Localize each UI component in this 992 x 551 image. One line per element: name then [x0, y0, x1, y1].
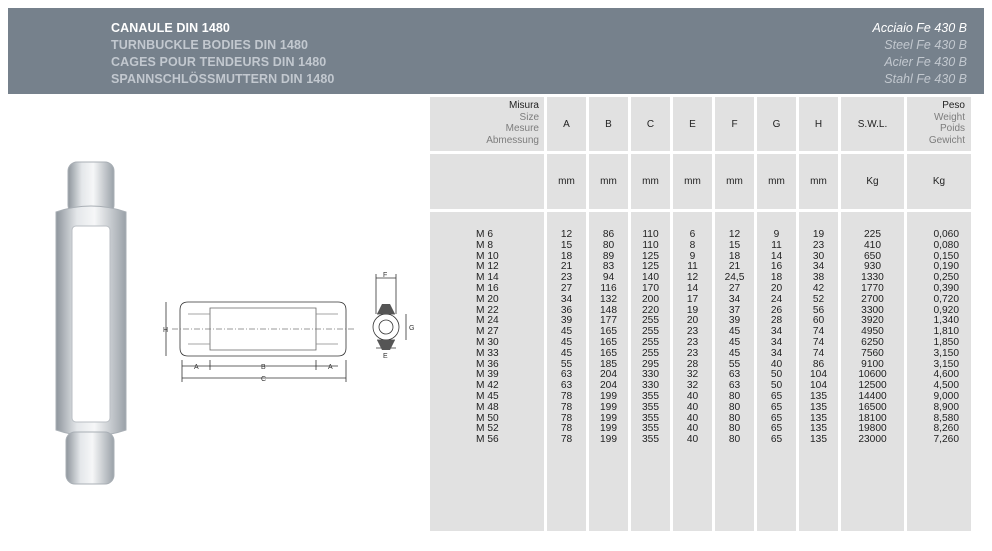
table-cell: 50	[770, 380, 783, 392]
table-cell: 225	[864, 229, 881, 240]
table-cell: 104	[810, 369, 827, 381]
table-cell: 78	[560, 412, 573, 424]
table-cell: M 14	[476, 272, 499, 284]
table-cell: 45	[560, 326, 573, 338]
table-cell: 135	[810, 401, 827, 413]
table-cell: 125	[642, 250, 659, 262]
unit-h: mm	[799, 154, 838, 209]
table-cell: 60	[812, 315, 825, 327]
table-cell: M 22	[476, 304, 499, 316]
table-cell: 3920	[861, 315, 884, 327]
table-cell: 78	[560, 434, 573, 446]
table-cell: 65	[770, 434, 783, 446]
header-c: C	[631, 97, 670, 151]
table-cell: 15	[560, 239, 573, 251]
table-cell: 199	[600, 423, 617, 435]
table-cell: 9	[689, 250, 696, 262]
size-header-sub: Mesure	[505, 123, 539, 134]
table-cell: M 48	[476, 401, 499, 413]
table-cell: 330	[642, 380, 659, 392]
table-cell: 65	[770, 401, 783, 413]
table-cell: 80	[728, 401, 741, 413]
table-cell: 63	[560, 380, 573, 392]
table-cell: 355	[642, 423, 659, 435]
table-cell: 78	[560, 390, 573, 402]
table-cell: 1,850	[933, 336, 959, 348]
table-cell: 0,390	[933, 282, 959, 294]
table-cell: M 33	[476, 347, 499, 359]
table-cell: 14400	[858, 390, 887, 402]
table-cell: M 56	[476, 434, 499, 446]
table-cell: 1,810	[933, 326, 959, 338]
table-cell: 78	[560, 401, 573, 413]
unit-c: mm	[631, 154, 670, 209]
title-german: SPANNSCHLÖSSMUTTERN DIN 1480	[111, 72, 335, 86]
table-cell: 9100	[861, 358, 884, 370]
table-cell: M 12	[476, 261, 499, 273]
column-weight	[907, 212, 971, 531]
table-cell: 86	[812, 358, 825, 370]
table-cell: 170	[642, 282, 659, 294]
table-cell: 0,920	[933, 304, 959, 316]
table-cell: 23	[686, 326, 699, 338]
table-cell: 132	[600, 293, 617, 305]
table-cell: M 27	[476, 326, 499, 338]
weight-header-sub: Poids	[939, 123, 965, 134]
table-cell: 3300	[861, 304, 884, 316]
table-cell: 255	[642, 336, 659, 348]
table-cell: 34	[560, 293, 573, 305]
table-cell: 8,900	[933, 401, 959, 413]
size-header-main: Misura	[508, 100, 539, 111]
table-cell: 19800	[858, 423, 887, 435]
table-cell: 65	[770, 412, 783, 424]
table-cell: 80	[728, 390, 741, 402]
table-cell: 16	[770, 261, 783, 273]
table-cell: 16500	[858, 401, 887, 413]
table-cell: 3,150	[933, 358, 959, 370]
table-cell: 255	[642, 347, 659, 359]
table-cell: 94	[602, 272, 615, 284]
header-b: B	[589, 97, 628, 151]
table-cell: 80	[602, 239, 615, 251]
column-swl	[841, 212, 904, 531]
table-cell: 1770	[861, 282, 884, 294]
table-cell: 19	[686, 304, 699, 316]
table-cell: 55	[728, 358, 741, 370]
table-cell: 3,150	[933, 347, 959, 359]
table-cell: 135	[810, 434, 827, 446]
table-cell: 930	[864, 261, 881, 273]
table-cell: 23000	[858, 434, 887, 446]
table-cell: 12500	[858, 380, 887, 392]
table-cell: 110	[642, 239, 659, 251]
table-cell: 38	[812, 272, 825, 284]
table-cell: 24	[770, 293, 783, 305]
table-cell: 32	[686, 369, 699, 381]
table-cell: 15	[728, 239, 741, 251]
table-cell: 20	[686, 315, 699, 327]
unit-e: mm	[673, 154, 712, 209]
dimension-label-f: F	[383, 272, 388, 279]
table-cell: 9	[773, 229, 780, 240]
table-cell: 63	[560, 369, 573, 381]
spec-table	[430, 97, 977, 531]
table-cell: 45	[560, 336, 573, 348]
column-h	[799, 212, 838, 531]
table-cell: 50	[770, 369, 783, 381]
table-cell: 89	[602, 250, 615, 262]
table-cell: 21	[560, 261, 573, 273]
table-cell: 0,250	[933, 272, 959, 284]
table-cell: M 20	[476, 293, 499, 305]
table-cell: 199	[600, 401, 617, 413]
title-italian: CANAULE DIN 1480	[111, 21, 230, 35]
table-cell: 18	[728, 250, 741, 262]
column-size	[430, 212, 544, 531]
table-cell: 110	[642, 229, 659, 240]
table-cell: 650	[864, 250, 881, 262]
table-cell: 32	[686, 380, 699, 392]
table-cell: 37	[728, 304, 741, 316]
table-cell: 295	[642, 358, 659, 370]
table-cell: 14	[770, 250, 783, 262]
table-cell: 28	[770, 315, 783, 327]
table-cell: 39	[728, 315, 741, 327]
table-cell: 204	[600, 380, 617, 392]
table-cell: 78	[560, 423, 573, 435]
table-cell: 12	[560, 229, 573, 240]
table-cell: 10600	[858, 369, 887, 381]
column-a	[547, 212, 586, 531]
header-f: F	[715, 97, 754, 151]
header-g: G	[757, 97, 796, 151]
table-cell: 104	[810, 380, 827, 392]
technical-drawing	[160, 270, 420, 390]
table-cell: 1,340	[933, 315, 959, 327]
table-cell: 40	[770, 358, 783, 370]
table-cell: 0,720	[933, 293, 959, 305]
table-cell: 7560	[861, 347, 884, 359]
table-cell: 199	[600, 412, 617, 424]
table-cell: 27	[560, 282, 573, 294]
table-cell: 199	[600, 434, 617, 446]
dimension-label-c: C	[261, 376, 267, 383]
table-cell: 14	[686, 282, 699, 294]
table-cell: 8,580	[933, 412, 959, 424]
table-cell: M 52	[476, 423, 499, 435]
table-cell: 7,260	[933, 434, 959, 446]
table-cell: 45	[728, 326, 741, 338]
table-cell: 34	[770, 336, 783, 348]
table-cell: 34	[770, 326, 783, 338]
table-cell: 40	[686, 423, 699, 435]
size-header-sub: Abmessung	[486, 134, 539, 146]
material-labels	[873, 20, 968, 88]
dimension-label-h: H	[163, 327, 169, 334]
table-cell: M 36	[476, 358, 499, 370]
table-cell: 220	[642, 304, 659, 316]
table-cell: 200	[642, 293, 659, 305]
table-cell: 21	[728, 261, 741, 273]
header-a: A	[547, 97, 586, 151]
title-english: TURNBUCKLE BODIES DIN 1480	[111, 38, 309, 52]
table-cell: 65	[770, 423, 783, 435]
table-cell: 18	[560, 250, 573, 262]
table-cell: 17	[686, 293, 699, 305]
weight-header-sub: Weight	[934, 111, 965, 123]
table-cell: M 45	[476, 390, 499, 402]
table-cell: 18100	[858, 412, 887, 424]
table-cell: 36	[560, 304, 573, 316]
table-cell: 8	[689, 239, 696, 251]
table-cell: 74	[812, 326, 825, 338]
table-cell: 40	[686, 434, 699, 446]
table-cell: 6	[689, 229, 696, 240]
table-cell: 40	[686, 401, 699, 413]
table-cell: 23	[560, 272, 573, 284]
table-cell: 4950	[861, 326, 884, 338]
table-cell: 355	[642, 401, 659, 413]
table-cell: 45	[560, 347, 573, 359]
table-cell: 410	[864, 239, 881, 251]
table-cell: 116	[600, 282, 617, 294]
table-cell: 40	[686, 412, 699, 424]
table-cell: M 8	[476, 239, 493, 251]
table-cell: 255	[642, 315, 659, 327]
table-cell: 63	[728, 380, 741, 392]
table-cell: 6250	[861, 336, 884, 348]
table-cell: 330	[642, 369, 659, 381]
dimension-label-a-right: A	[328, 364, 333, 371]
material-italian: Acciaio Fe 430 B	[872, 21, 967, 35]
table-cell: 8,260	[933, 423, 959, 435]
table-cell: 355	[642, 434, 659, 446]
data-body	[430, 212, 977, 531]
weight-header	[907, 97, 971, 151]
table-cell: 80	[728, 423, 741, 435]
weight-header-sub: Gewicht	[928, 134, 965, 146]
table-cell: 0,150	[933, 250, 959, 262]
table-cell: 34	[812, 261, 825, 273]
table-cell: 165	[600, 347, 617, 359]
table-cell: 355	[642, 390, 659, 402]
table-cell: 12	[686, 272, 699, 284]
header-banner	[8, 8, 984, 94]
table-cell: 55	[560, 358, 573, 370]
table-cell: 26	[770, 304, 783, 316]
dimension-label-g: G	[409, 325, 415, 332]
dimension-label-a-left: A	[194, 364, 199, 371]
table-cell: 0,080	[933, 239, 959, 251]
table-cell: 135	[810, 390, 827, 402]
unit-weight: Kg	[907, 154, 971, 209]
table-cell: 0,060	[933, 229, 959, 240]
table-cell: 80	[728, 434, 741, 446]
table-cell: 86	[602, 229, 615, 240]
unit-swl: Kg	[841, 154, 904, 209]
size-header-sub: Size	[519, 111, 539, 123]
table-cell: 63	[728, 369, 741, 381]
table-cell: 23	[686, 336, 699, 348]
column-f	[715, 212, 754, 531]
dimension-label-e: E	[383, 353, 388, 360]
table-cell: 135	[810, 412, 827, 424]
table-cell: 1330	[861, 272, 884, 284]
header-e: E	[673, 97, 712, 151]
unit-b: mm	[589, 154, 628, 209]
title-french: CAGES POUR TENDEURS DIN 1480	[111, 55, 327, 69]
material-english: Steel Fe 430 B	[884, 38, 967, 52]
table-cell: 185	[600, 358, 617, 370]
table-cell: 18	[770, 272, 783, 284]
table-cell: 27	[728, 282, 741, 294]
table-cell: 80	[728, 412, 741, 424]
units-size-cell	[430, 154, 544, 209]
table-cell: 140	[642, 272, 659, 284]
table-cell: 4,600	[933, 369, 959, 381]
header-row	[430, 97, 977, 151]
table-cell: 56	[812, 304, 825, 316]
table-cell: 52	[812, 293, 825, 305]
table-cell: M 30	[476, 336, 499, 348]
column-b	[589, 212, 628, 531]
table-cell: M 42	[476, 380, 499, 392]
table-cell: 34	[770, 347, 783, 359]
weight-header-main: Peso	[942, 100, 965, 111]
table-cell: 30	[812, 250, 825, 262]
table-cell: 11	[687, 261, 698, 273]
table-cell: 34	[728, 293, 741, 305]
table-cell: 204	[600, 369, 617, 381]
unit-f: mm	[715, 154, 754, 209]
table-cell: 83	[602, 261, 615, 273]
column-c	[631, 212, 670, 531]
table-cell: 148	[600, 304, 617, 316]
table-cell: 39	[560, 315, 573, 327]
table-cell: 20	[770, 282, 783, 294]
table-cell: 19	[812, 229, 825, 240]
table-cell: 40	[686, 390, 699, 402]
table-cell: 74	[812, 336, 825, 348]
table-cell: M 24	[476, 315, 499, 327]
table-cell: 65	[770, 390, 783, 402]
header-swl: S.W.L.	[841, 97, 904, 151]
unit-g: mm	[757, 154, 796, 209]
table-cell: 255	[642, 326, 659, 338]
table-cell: 165	[600, 336, 617, 348]
table-cell: 2700	[861, 293, 884, 305]
dimension-label-b: B	[261, 364, 266, 371]
material-french: Acier Fe 430 B	[884, 55, 967, 69]
table-cell: 45	[728, 347, 741, 359]
table-cell: 12	[728, 229, 741, 240]
table-cell: 177	[600, 315, 617, 327]
column-g	[757, 212, 796, 531]
table-cell: 28	[686, 358, 699, 370]
units-row	[430, 154, 977, 209]
table-cell: 24,5	[724, 272, 745, 284]
table-cell: M 10	[476, 250, 499, 262]
table-cell: 0,190	[933, 261, 959, 273]
table-cell: 9,000	[933, 390, 959, 402]
product-titles	[111, 20, 334, 88]
table-cell: 199	[600, 390, 617, 402]
table-cell: 4,500	[933, 380, 959, 392]
table-cell: M 50	[476, 412, 499, 424]
table-cell: M 6	[476, 229, 493, 240]
table-cell: M 39	[476, 369, 499, 381]
table-cell: 11	[771, 239, 782, 251]
material-german: Stahl Fe 430 B	[884, 72, 967, 86]
unit-a: mm	[547, 154, 586, 209]
table-cell: M 16	[476, 282, 499, 294]
turnbuckle-photo	[48, 160, 138, 490]
column-e	[673, 212, 712, 531]
table-cell: 23	[686, 347, 699, 359]
table-cell: 45	[728, 336, 741, 348]
table-cell: 355	[642, 412, 659, 424]
table-cell: 135	[810, 423, 827, 435]
table-cell: 125	[642, 261, 659, 273]
table-cell: 42	[812, 282, 825, 294]
size-header	[430, 97, 544, 151]
header-h: H	[799, 97, 838, 151]
table-cell: 74	[812, 347, 825, 359]
table-cell: 23	[812, 239, 825, 251]
table-cell: 165	[600, 326, 617, 338]
